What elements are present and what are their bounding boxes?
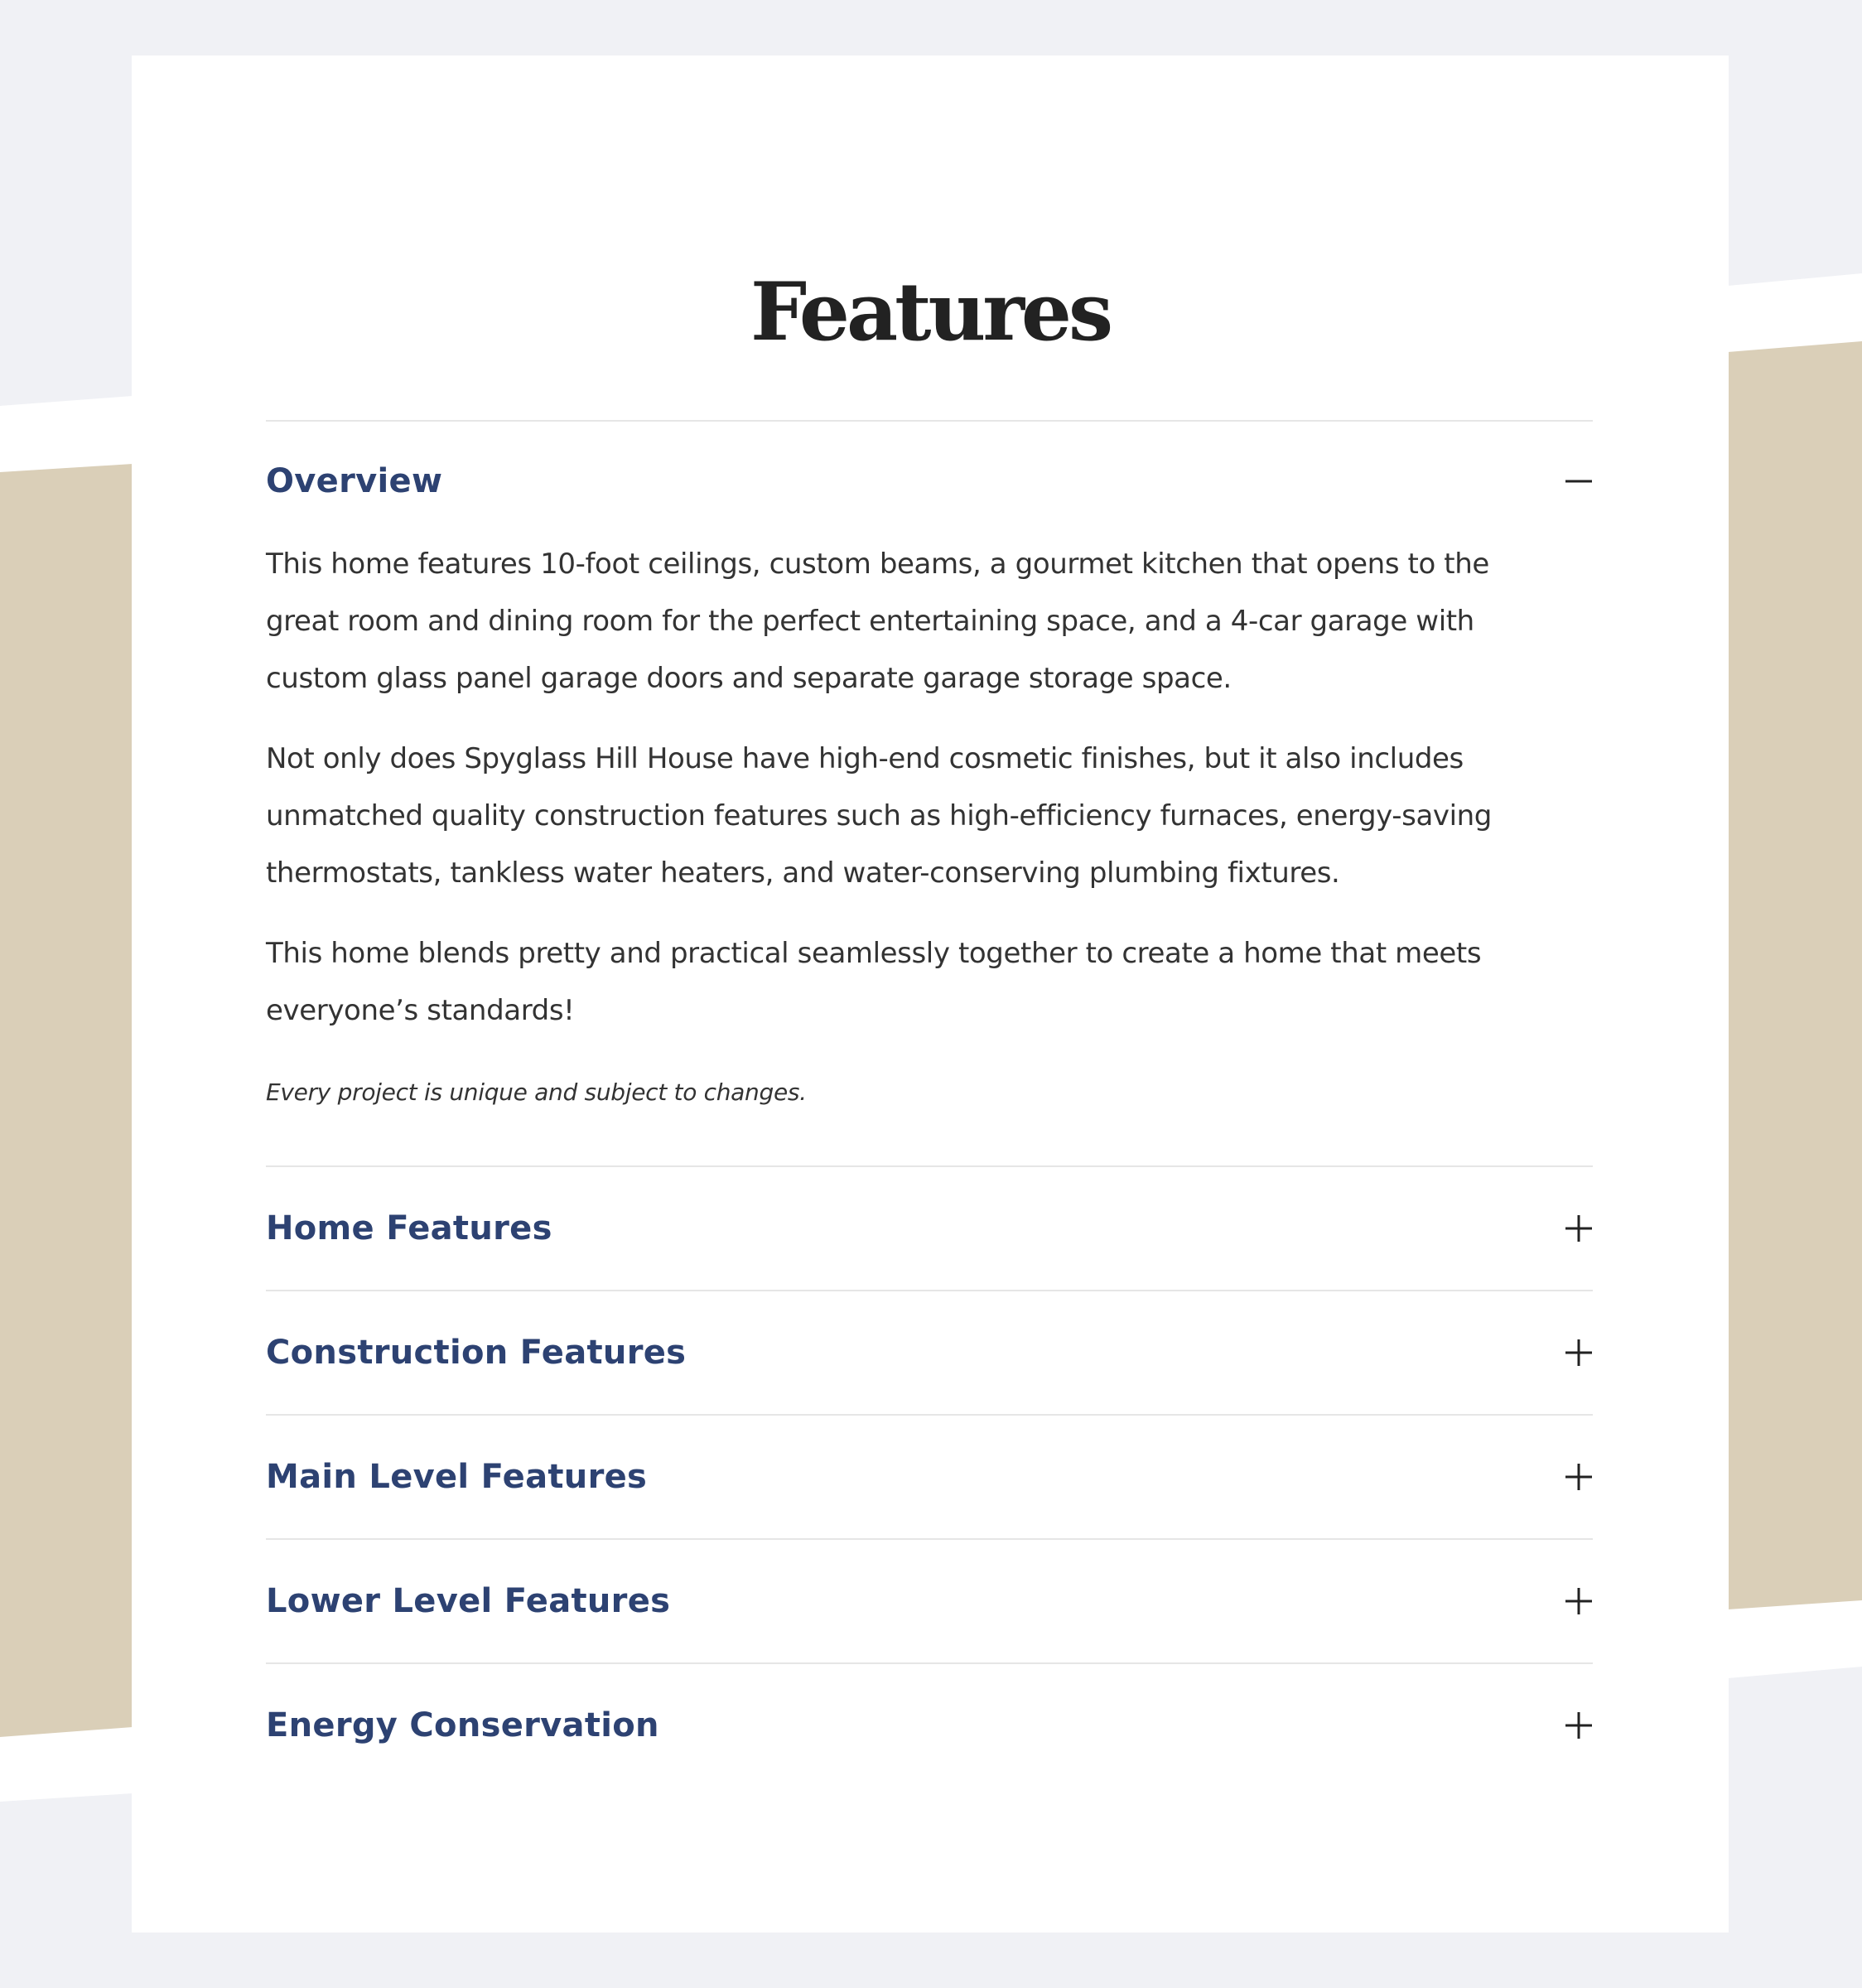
disclaimer-note: Every project is unique and subject to changes.: [266, 1078, 807, 1106]
accordion-header-lower-level-features[interactable]: [266, 1540, 1593, 1662]
overview-paragraph: This home features 10-foot ceilings, custom beams, a gourmet kitchen that opens to the great room and dining room for the perfect entertaining space, and a 4-car garage with custom glass panel garage doors and separate garage storage space.: [266, 548, 1489, 695]
accordion-header-main-level-features[interactable]: [266, 1416, 1593, 1538]
accordion-title: Main Level Features: [266, 1458, 648, 1496]
accordion-header-home-features[interactable]: [266, 1167, 1593, 1290]
accordion-item-construction-features: [266, 1290, 1593, 1414]
section-title: Features: [750, 265, 1111, 359]
accordion-header-construction-features[interactable]: [266, 1291, 1593, 1414]
accordion-item-lower-level-features: [266, 1538, 1593, 1662]
overview-paragraph: Not only does Spyglass Hill House have high-end cosmetic finishes, but it also includes unmatched quality construction features such as high-efficiency furnaces, energy-saving thermostats, tankless water heaters, and water-conserving plumbing fixtures.: [266, 742, 1492, 890]
plus-icon[interactable]: [1565, 1711, 1593, 1740]
accordion-item-overview: [266, 420, 1593, 1165]
accordion-title: Overview: [266, 462, 443, 500]
plus-icon[interactable]: [1565, 1339, 1593, 1367]
accordion-title: Lower Level Features: [266, 1582, 671, 1620]
accordion-title: Construction Features: [266, 1334, 687, 1372]
plus-icon[interactable]: [1565, 1587, 1593, 1615]
features-card: [132, 55, 1729, 1933]
accordion-header-overview[interactable]: [266, 422, 1593, 541]
accordion-header-energy-conservation[interactable]: [266, 1664, 1593, 1787]
accordion-item-energy-conservation: [266, 1662, 1593, 1787]
features-accordion: [266, 420, 1593, 1787]
accordion-panel-overview: [266, 536, 1593, 1165]
accordion-item-home-features: [266, 1165, 1593, 1290]
left-tan-band: [0, 464, 133, 1737]
accordion-title: Energy Conservation: [266, 1706, 659, 1744]
right-tan-band: [1728, 341, 1862, 1609]
plus-icon[interactable]: [1565, 1214, 1593, 1242]
overview-paragraph: This home blends pretty and practical seamlessly together to create a home that meets everyone’s standards!: [266, 937, 1482, 1027]
accordion-item-main-level-features: [266, 1414, 1593, 1538]
minus-icon[interactable]: [1565, 467, 1593, 495]
accordion-title: Home Features: [266, 1209, 552, 1247]
plus-icon[interactable]: [1565, 1463, 1593, 1491]
